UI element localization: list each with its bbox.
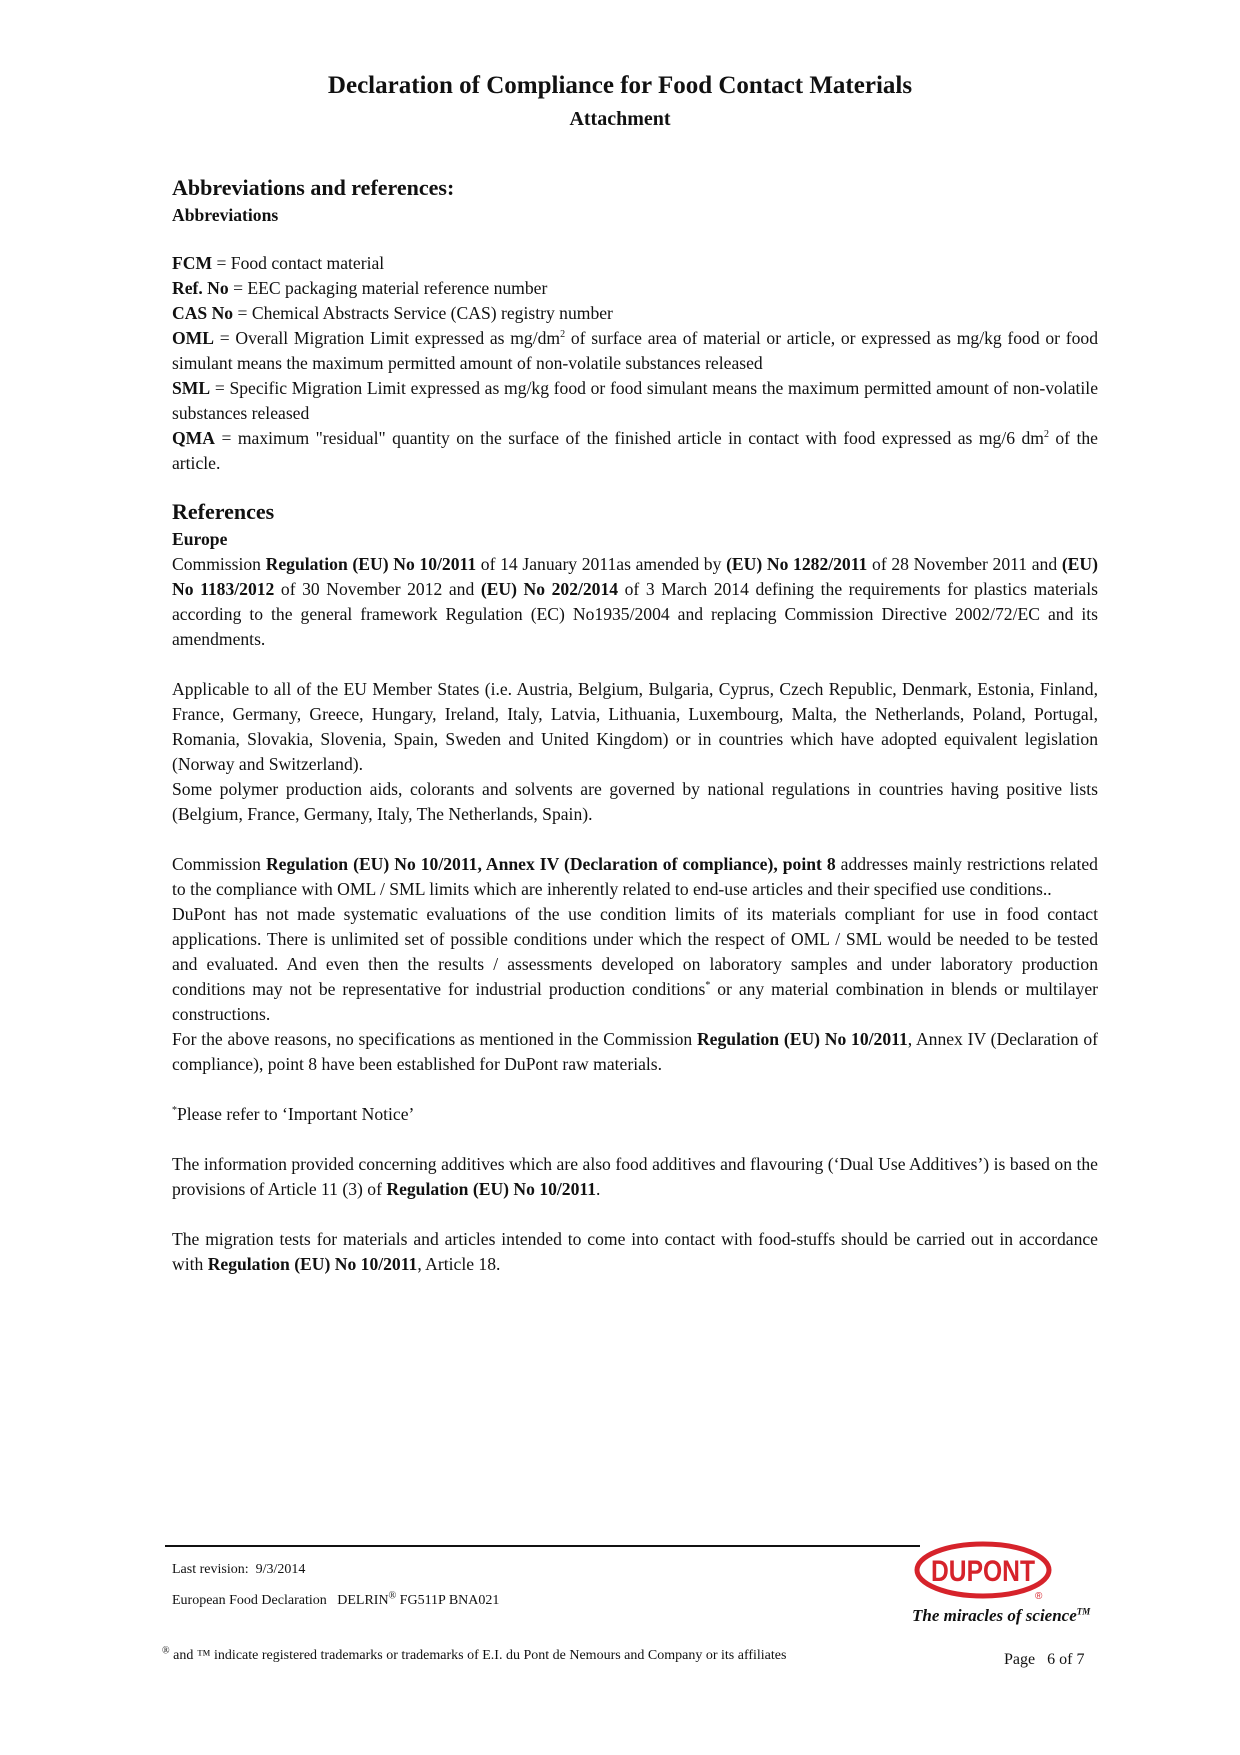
trademark-notice: ® and ™ indicate registered trademarks or trademarks of E.I. du Pont de Nemours and Company or its affiliates [162, 1645, 787, 1663]
abbreviations-list [172, 251, 1098, 476]
footnote-important-notice: *Please refer to ‘Important Notice’ [172, 1104, 415, 1124]
dupont-logo-text: DUPONT [931, 1555, 1035, 1588]
document-subtitle: Attachment [569, 108, 671, 130]
paragraph-member-states: Applicable to all of the EU Member States (i.e. Austria, Belgium, Bulgaria, Cyprus, Czech Republic, Denmark, Estonia, Finland, France, Germany, Greece, Hungary, Ireland, Italy, Latvia, Lithuania, Luxembourg, Malta, the Netherlands, Poland, Portugal, Romania, Slovakia, Slovenia, Spain, Sweden and United Kingdom) or in countries which have adopted equivalent legislation (Norway and Switzerland). [172, 679, 1098, 774]
dupont-logo [913, 1541, 1063, 1603]
abbreviation-item: OML = Overall Migration Limit expressed as $mg/dm^2$ of surface area of material or article, or expressed as mg/kg food or food simulant means the maximum permitted amount of non-volatile substances released [172, 328, 1098, 373]
paragraph-specifications: For the above reasons, no specifications as mentioned in the Commission Regulation (EU) No 10/2011, Annex IV (Declaration of compliance), point 8 have been established for DuPont raw materials. [172, 1029, 1098, 1074]
abbreviation-item: CAS No = Chemical Abstracts Service (CAS) registry number [172, 303, 613, 323]
paragraph-dupont-evaluations: DuPont has not made systematic evaluations of the use condition limits of its materials compliant for use in food contact applications. There is unlimited set of possible conditions under which the respect of OML / SML would be needed to be tested and evaluated. And even then the results / assessments developed on laboratory samples and under laboratory production conditions may not be representative for industrial production conditions* or any material combination in blends or multilayer constructions. [172, 904, 1098, 1024]
paragraph-migration-tests: The migration tests for materials and articles intended to come into contact with food-stuffs should be carried out in accordance with Regulation (EU) No 10/2011, Article 18. [172, 1229, 1098, 1274]
page-number: Page 6 of 7 [1004, 1651, 1085, 1668]
document-body [172, 174, 1098, 1277]
paragraph-annex-iv: Commission Regulation (EU) No 10/2011, Annex IV (Declaration of compliance), point 8 addresses mainly restrictions related to the compliance with OML / SML limits which are inherently related to end-use articles and their specified use conditions.. [172, 854, 1098, 899]
subheading-europe: Europe [172, 529, 228, 549]
paragraph-national-regulations: Some polymer production aids, colorants and solvents are governed by national regulations in countries having positive lists (Belgium, France, Germany, Italy, The Netherlands, Spain). [172, 779, 1098, 824]
tagline: The miracles of science™ [912, 1606, 1091, 1625]
abbreviation-item: SML = Specific Migration Limit expressed as mg/kg food or food simulant means the maximum permitted amount of non-volatile substances released [172, 378, 1098, 423]
subheading-abbreviations: Abbreviations [172, 205, 279, 225]
registered-mark-icon: ® [1035, 1591, 1043, 1602]
abbreviation-item: QMA = maximum "residual" quantity on the surface of the finished article in contact with food expressed as mg/6 $dm^2$ of the article. [172, 428, 1098, 473]
abbreviation-item: FCM = Food contact material [172, 253, 385, 273]
paragraph-dual-use-additives: The information provided concerning additives which are also food additives and flavouring (‘Dual Use Additives’) is based on the provisions of Article 11 (3) of Regulation (EU) No 10/2011. [172, 1154, 1098, 1199]
document-title: Declaration of Compliance for Food Contact Materials [327, 72, 913, 99]
paragraph-regulation: Commission Regulation (EU) No 10/2011 of 14 January 2011as amended by (EU) No 1282/2011 of 28 November 2011 and (EU) No 1183/2012 of 30 November 2012 and (EU) No 202/2014 of 3 March 2014 defining the requirements for plastics materials according to the general framework Regulation (EC) No1935/2004 and replacing Commission Directive 2002/72/EC and its amendments. [172, 554, 1098, 649]
footer-divider [165, 1545, 920, 1547]
declaration-product: European Food Declaration DELRIN® FG511P BNA021 [172, 1590, 500, 1608]
section-heading-references: References [172, 499, 275, 524]
last-revision: Last revision: 9/3/2014 [172, 1562, 306, 1577]
section-heading-abbreviations-references: Abbreviations and references: [172, 175, 455, 200]
abbreviation-item: Ref. No = EEC packaging material reference number [172, 278, 548, 298]
